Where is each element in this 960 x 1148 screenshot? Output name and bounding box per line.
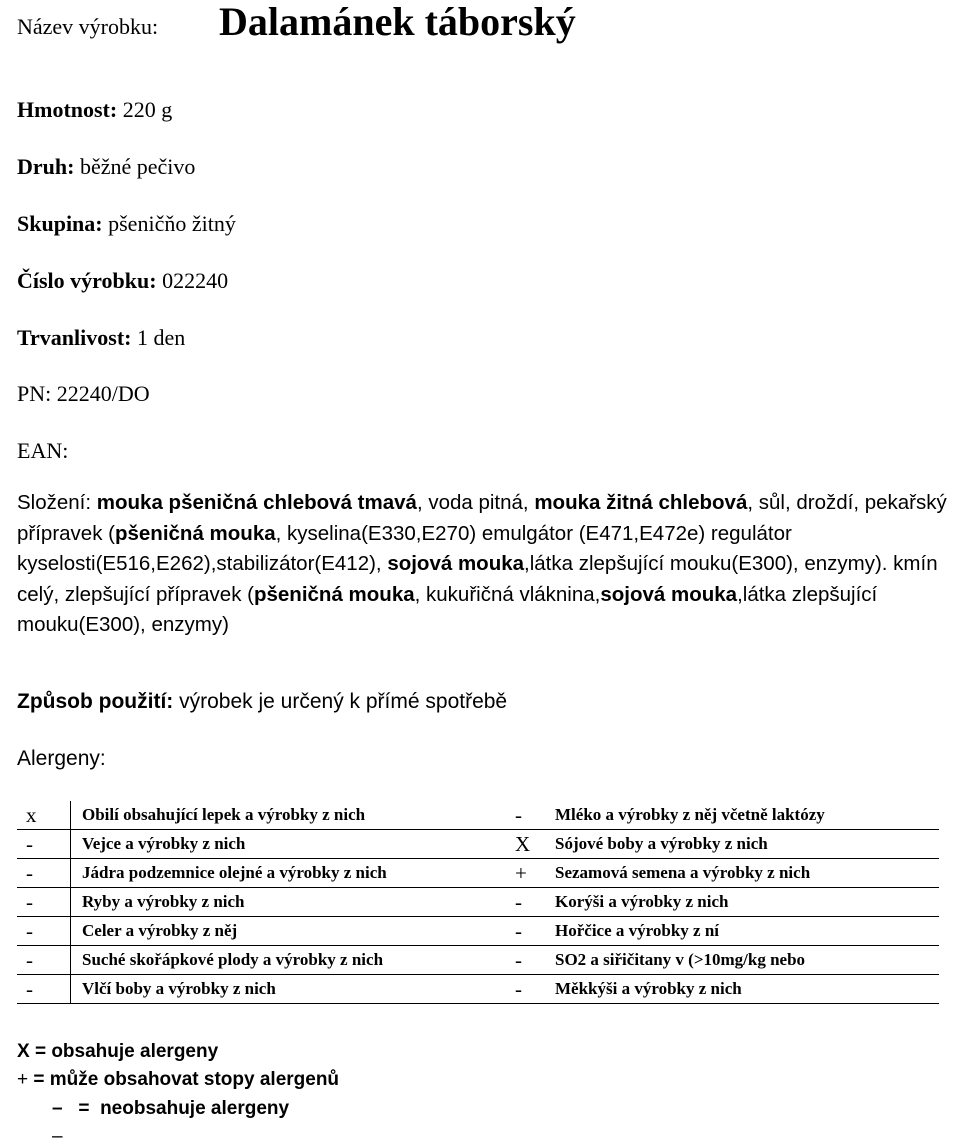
allergen-name: Vejce a výrobky z nich: [71, 830, 507, 859]
allergen-table: [17, 801, 939, 1004]
kind-value: běžné pečivo: [79, 154, 196, 179]
allergen-name: Jádra podzemnice olejné a výrobky z nich: [71, 859, 507, 888]
allergen-name: Vlčí boby a výrobky z nich: [71, 975, 507, 1004]
allergen-name: Hořčice a výrobky z ní: [555, 917, 939, 946]
allergen-row: [17, 801, 939, 830]
composition-allergen: sojová mouka: [600, 582, 738, 606]
allergen-marker: -: [506, 888, 555, 917]
composition-text-part: , voda pitná,: [416, 491, 535, 514]
ean-row: [17, 438, 68, 464]
composition-allergen: sojová mouka: [387, 552, 525, 575]
trailing-dash: –: [52, 1126, 63, 1147]
composition-text: [17, 488, 947, 641]
product-name-label: Název výrobku:: [17, 14, 159, 39]
legend-contains: X = obsahuje alergeny: [17, 1041, 219, 1062]
composition-text-part: , kyselina(E330,E270) emulgátor (E471,E472e) regulátor kyselosti(E516,E262),stabilizátor(E412),: [17, 521, 792, 575]
allergen-marker: X: [506, 830, 555, 859]
allergen-marker: -: [506, 917, 555, 946]
allergen-row: [17, 830, 939, 859]
shelf-life-value: 1 den: [136, 325, 186, 350]
composition-label: Složení:: [17, 491, 92, 514]
legend-may-contain-text: = může obsahovat stopy alergenů: [33, 1069, 340, 1090]
allergen-marker: -: [506, 946, 555, 975]
allergen-name: Suché skořápkové plody a výrobky z nich: [71, 946, 507, 975]
allergen-marker: -: [17, 859, 71, 888]
composition-text-part: ,látka zlepšující mouku(E300), enzymy): [17, 582, 878, 636]
allergen-marker: -: [17, 830, 71, 859]
allergen-name: Korýši a výrobky z nich: [555, 888, 939, 917]
allergen-name: Měkkýši a výrobky z nich: [555, 975, 939, 1004]
allergen-row: [17, 946, 939, 975]
legend-may-contain: [17, 1069, 339, 1091]
product-number-label: Číslo výrobku:: [17, 268, 157, 293]
weight-value: 220 g: [122, 97, 173, 122]
kind-label: Druh:: [17, 154, 75, 179]
allergen-marker: x: [17, 801, 71, 830]
pn-row: [17, 381, 150, 407]
allergen-marker: -: [17, 917, 71, 946]
usage-label: Způsob použití:: [17, 690, 174, 713]
legend-plus-symbol: +: [17, 1069, 34, 1090]
pn-label: PN:: [17, 381, 52, 406]
allergen-marker: -: [17, 975, 71, 1004]
group-value: pšeničňo žitný: [108, 211, 236, 236]
group-row: [17, 211, 236, 237]
composition-allergen: mouka pšeničná chlebová tmavá: [96, 491, 417, 514]
pn-value: 22240/DO: [56, 381, 150, 406]
allergen-name: Sójové boby a výrobky z nich: [555, 830, 939, 859]
kind-row: [17, 154, 195, 180]
product-number-value: 022240: [162, 268, 229, 293]
allergen-name: Sezamová semena a výrobky z nich: [555, 859, 939, 888]
allergen-marker: -: [17, 888, 71, 917]
composition-text-part: , kukuřičná vláknina,: [414, 582, 601, 606]
allergen-name: Celer a výrobky z něj: [71, 917, 507, 946]
allergen-marker: +: [506, 859, 555, 888]
shelf-life-row: [17, 325, 185, 351]
allergen-marker: -: [17, 946, 71, 975]
composition-allergen: pšeničná mouka: [114, 521, 276, 545]
allergen-name: Mléko a výrobky z něj včetně laktózy: [555, 801, 939, 830]
legend-not-contain-text: = neobsahuje alergeny: [62, 1098, 290, 1119]
allergen-row: [17, 975, 939, 1004]
usage-value: výrobek je určený k přímé spotřebě: [173, 690, 508, 713]
allergen-row: [17, 888, 939, 917]
allergen-row: [17, 917, 939, 946]
legend-dash-symbol: –: [52, 1098, 63, 1119]
composition-allergen: pšeničná mouka: [253, 582, 415, 606]
weight-row: [17, 97, 172, 123]
product-number-row: [17, 268, 228, 294]
composition-ingredients: [17, 491, 947, 636]
shelf-life-label: Trvanlivost:: [17, 325, 132, 350]
composition-text-part: ,látka zlepšující mouku(E300), enzymy). kmín celý, zlepšující přípravek (: [17, 552, 938, 606]
product-name: Dalamánek táborský: [219, 0, 576, 44]
allergen-marker: -: [506, 801, 555, 830]
usage-row: [17, 690, 507, 714]
allergens-heading: Alergeny:: [17, 747, 106, 770]
composition-allergen: mouka žitná chlebová: [534, 491, 748, 514]
group-label: Skupina:: [17, 211, 103, 236]
composition-text-part: , sůl, droždí, pekařský přípravek (: [17, 491, 947, 545]
weight-label: Hmotnost:: [17, 97, 118, 122]
allergen-marker: -: [506, 975, 555, 1004]
allergen-name: Ryby a výrobky z nich: [71, 888, 507, 917]
allergen-name: Obilí obsahující lepek a výrobky z nich: [71, 801, 507, 830]
allergen-row: [17, 859, 939, 888]
legend-not-contain: [52, 1098, 289, 1120]
allergen-name: SO2 a siřičitany v (>10mg/kg nebo: [555, 946, 939, 975]
ean-label: EAN:: [17, 438, 69, 463]
